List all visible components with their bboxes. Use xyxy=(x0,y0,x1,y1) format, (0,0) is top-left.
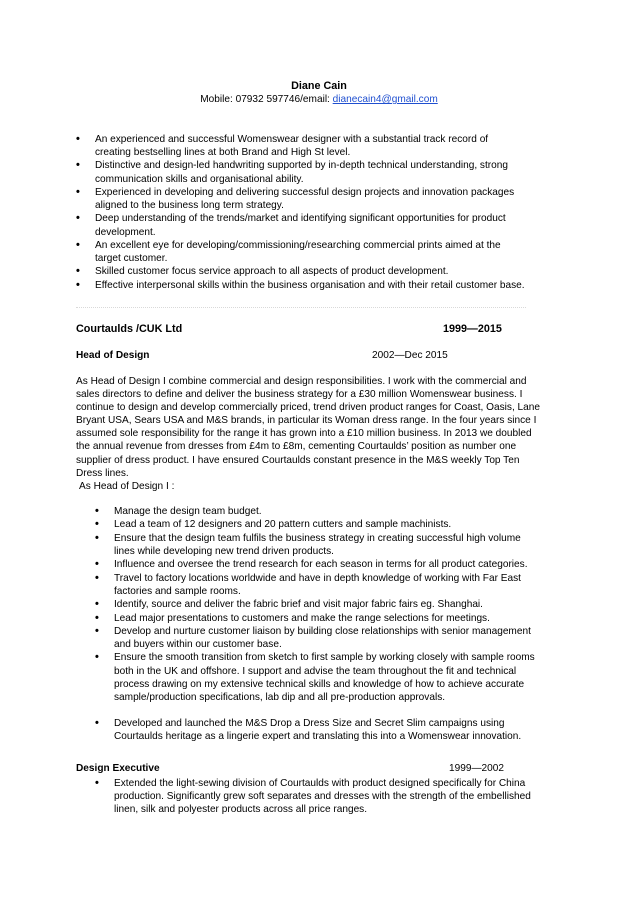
role-title-head-of-design: Head of Design xyxy=(76,350,150,361)
duty-item: • Travel to factory locations worldwide and have in depth knowledge of working with Far East factories and sample rooms. xyxy=(95,572,540,598)
summary-item: • Experienced in developing and delivering successful design projects and innovation packages aligned to the business long term strategy. xyxy=(76,186,526,212)
role-description: As Head of Design I combine commercial and design responsibilities. I work with the commercial and sales directors to define and deliver the business strategy for a £30 million Womenswear business. I continue to design and develop commercially priced, trend driven product ranges for Coast, Oasis, Lane Bryant USA, Sears USA and M&S brands, in particular its Woman dress range. In the four years since I assumed sole responsibility for the range it has grown into a £10 million business. In 2013 we doubled the annual revenue from dresses from £4m to £8m, cementing Courtaulds’ position as number one supplier of dress product. I have ensured Courtaulds constant presence in the M&S weekly Top Ten Dress lines. xyxy=(76,376,541,479)
duty-item: • Extended the light-sewing division of Courtaulds with product designed specifically for China production. Significantly grew soft separates and dresses with the strength of the embellished linen, silk and polyester products across all price ranges. xyxy=(95,777,540,816)
company-years: 1999—2015 xyxy=(443,323,502,335)
role-title-design-executive: Design Executive xyxy=(76,763,160,774)
role-years-head-of-design: 2002—Dec 2015 xyxy=(372,350,448,361)
duty-item: • Developed and launched the M&S Drop a Dress Size and Secret Slim campaigns using Courtaulds heritage as a lingerie expert and translating this into a Womenswear innovation. xyxy=(95,717,540,743)
candidate-name: Diane Cain xyxy=(291,80,347,92)
company-name: Courtaulds /CUK Ltd xyxy=(76,323,183,335)
duty-item: • Ensure the smooth transition from sketch to first sample by working closely with sample rooms both in the UK and offshore. I support and advise the team throughout the fit and technical process drawing on my extensive technical skills and knowledge of how to achieve accurate sample/production specifications, lab dip and all pre-production approvals. xyxy=(95,651,540,703)
summary-item: • An excellent eye for developing/commissioning/researching commercial prints aimed at the target customer. xyxy=(76,239,526,265)
contact-line xyxy=(0,93,638,106)
duty-item: • Lead major presentations to customers and make the range selections for meetings. xyxy=(95,612,540,625)
summary-item: • Deep understanding of the trends/market and identifying significant opportunities for product development. xyxy=(76,212,526,238)
duty-item: • Ensure that the design team fulfils the business strategy in creating successful high volume lines while developing new trend driven products. xyxy=(95,532,540,558)
duty-item: • Lead a team of 12 designers and 20 pattern cutters and sample machinists. xyxy=(95,518,540,531)
duty-item: • Manage the design team budget. xyxy=(95,505,540,518)
summary-item: • Distinctive and design-led handwriting supported by in-depth technical understanding, strong communication skills and organisational ability. xyxy=(76,159,526,185)
summary-item: • Effective interpersonal skills within the business organisation and with their retail customer base. xyxy=(76,279,526,292)
profile-summary-list xyxy=(76,133,526,292)
design-executive-duties-list xyxy=(95,777,540,816)
summary-item: • Skilled customer focus service approach to all aspects of product development. xyxy=(76,265,526,278)
duties-intro: As Head of Design I : xyxy=(79,481,175,492)
duty-item: • Influence and oversee the trend research for each season in terms for all product categories. xyxy=(95,558,540,571)
section-divider xyxy=(76,307,526,308)
summary-item: • An experienced and successful Womenswear designer with a substantial track record of creating bestselling lines at both Brand and High St level. xyxy=(76,133,526,159)
role-years-design-executive: 1999—2002 xyxy=(449,763,505,774)
duty-item: • Identify, source and deliver the fabric brief and visit major fabric fairs eg. Shanghai. xyxy=(95,598,540,611)
contact-phone: Mobile: 07932 597746/email: xyxy=(200,94,333,105)
email-link[interactable]: dianecain4@gmail.com xyxy=(332,94,438,105)
duty-item: • Develop and nurture customer liaison by building close relationships with senior management and buyers within our customer base. xyxy=(95,625,540,651)
head-of-design-duties-list xyxy=(95,505,540,743)
